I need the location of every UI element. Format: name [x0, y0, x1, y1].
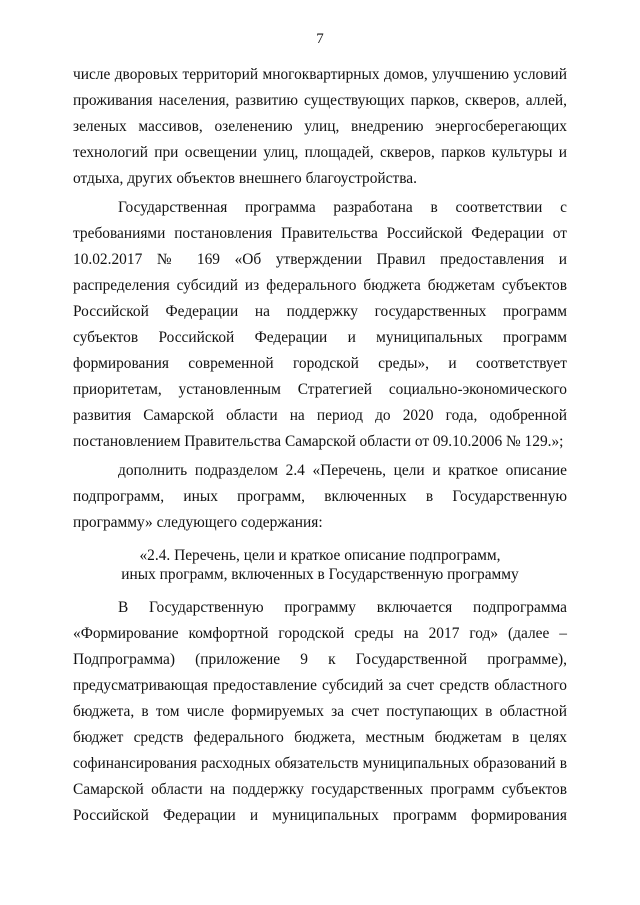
text-line: приоритетам, установленным Стратегией социально-экономического — [73, 381, 567, 398]
text-line: Российской Федерации и муниципальных программ формирования — [73, 807, 567, 824]
text-line: развития Самарской области на период до 2020 года, одобренной — [73, 407, 567, 424]
text-line: бюджет средств федерального бюджета, местным бюджетам в целях — [73, 729, 567, 746]
text-line: Государственная программа разработана в соответствии с — [118, 199, 567, 216]
text-line: отдыха, других объектов внешнего благоустройства. — [73, 170, 417, 187]
text-line: «Формирование комфортной городской среды на 2017 год» (далее – — [73, 625, 567, 642]
text-line: дополнить подразделом 2.4 «Перечень, цели и краткое описание — [118, 462, 567, 479]
text-line: формирования современной городской среды», и соответствует — [73, 355, 567, 372]
text-line: постановлением Правительства Самарской области от 09.10.2006 № 129.»; — [73, 433, 564, 450]
text-line: программу» следующего содержания: — [73, 514, 323, 531]
text-line: 10.02.2017 № 169 «Об утверждении Правил предоставления и — [73, 251, 567, 268]
page-number: 7 — [316, 31, 324, 47]
text-line: В Государственную программу включается подпрограмма — [118, 599, 567, 616]
text-line: софинансирования расходных обязательств муниципальных образований в — [73, 755, 567, 772]
text-line: бюджета, в том числе формируемых за счет поступающих в областной — [73, 703, 567, 720]
text-line: требованиями постановления Правительства Российской Федерации от — [73, 225, 567, 242]
text-line: технологий при освещении улиц, площадей, скверов, парков культуры и — [73, 144, 567, 161]
section-heading: иных программ, включенных в Государственную программу — [121, 566, 519, 583]
text-line: проживания населения, развитию существующих парков, скверов, аллей, — [73, 92, 567, 109]
text-line: Самарской области на поддержку государственных программ субъектов — [73, 781, 567, 798]
text-line: числе дворовых территорий многоквартирных домов, улучшению условий — [73, 66, 567, 83]
text-line: зеленых массивов, озеленению улиц, внедрению энергосберегающих — [73, 118, 567, 135]
text-line: предусматривающая предоставление субсидий за счет средств областного — [73, 677, 567, 694]
text-line: распределения субсидий из федерального бюджета бюджетам субъектов — [73, 277, 567, 294]
section-heading: «2.4. Перечень, цели и краткое описание подпрограмм, — [139, 547, 501, 564]
text-line: Подпрограмма) (приложение 9 к Государственной программе), — [73, 651, 567, 668]
text-line: субъектов Российской Федерации и муниципальных программ — [73, 329, 567, 346]
text-line: Российской Федерации на поддержку государственных программ — [73, 303, 567, 320]
text-line: подпрограмм, иных программ, включенных в Государственную — [73, 488, 567, 505]
